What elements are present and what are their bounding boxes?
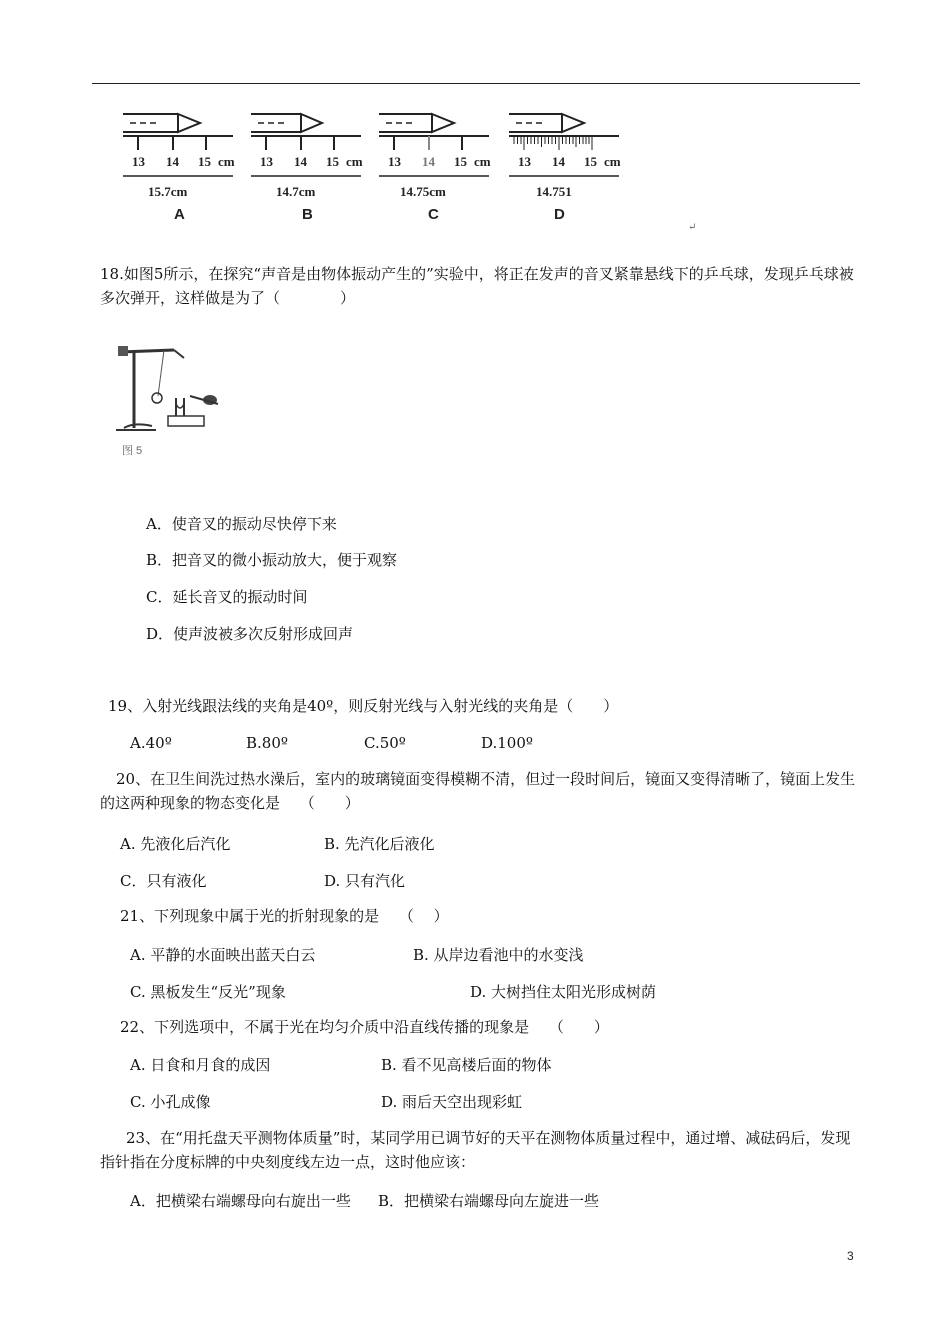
- ruler-reading: 15.7cm: [148, 184, 188, 199]
- ruler-panel-a: [118, 100, 248, 230]
- ruler-panel-c: [374, 100, 504, 230]
- ruler-figure-strip: [100, 100, 660, 230]
- ruler-reading: 14.751: [536, 184, 572, 199]
- tick-label: 15: [326, 154, 339, 169]
- q22-option-b: B. 看不见高楼后面的物体: [381, 1056, 552, 1074]
- question-19-text: 19、入射光线跟法线的夹角是40º，则反射光线与入射光线的夹角是（ ）: [108, 697, 619, 715]
- q21-option-a: A. 平静的水面映出蓝天白云: [130, 946, 316, 964]
- tick-label: 14: [552, 154, 565, 169]
- question-18-text: 18.如图5所示，在探究“声音是由物体振动产生的”实验中，将正在发声的音叉紧靠悬线下的乒乓球，发现乒乓球被多次弹开，这样做是为了（ ）: [100, 265, 854, 307]
- q18-option-c: C．延长音叉的振动时间: [146, 588, 308, 606]
- q20-option-d: D. 只有汽化: [324, 872, 406, 890]
- q19-option-a: A.40º: [130, 734, 172, 752]
- option-letter: B: [302, 206, 313, 223]
- q22-option-c: C. 小孔成像: [130, 1093, 211, 1111]
- option-letter: A: [174, 206, 185, 223]
- q23-option-a: A．把横梁右端螺母向右旋出一些: [130, 1192, 351, 1210]
- ruler-panel-d: [504, 100, 634, 230]
- ruler-reading: 14.75cm: [400, 184, 446, 199]
- return-mark: ↵: [688, 222, 697, 233]
- option-letter: C: [428, 206, 439, 223]
- page-number: 3: [847, 1249, 854, 1263]
- q19-option-b: B.80º: [246, 734, 288, 752]
- q20-option-c: C．只有液化: [120, 872, 207, 890]
- q20-option-b: B. 先汽化后液化: [324, 835, 435, 853]
- q22-option-a: A. 日食和月食的成因: [130, 1056, 271, 1074]
- q19-option-d: D.100º: [481, 734, 533, 752]
- q18-option-d: D．使声波被多次反射形成回声: [146, 625, 354, 643]
- q18-option-b: B．把音叉的微小振动放大，便于观察: [146, 551, 398, 569]
- tick-label: 13: [388, 154, 401, 169]
- question-20-text: 20、在卫生间洗过热水澡后，室内的玻璃镜面变得模糊不清，但过一段时间后，镜面又变得清晰了，镜面上发生的这两种现象的物态变化是 （ ）: [100, 770, 856, 812]
- ruler-panel-b: [246, 100, 376, 230]
- option-letter: D: [554, 206, 565, 223]
- tick-label: cm: [604, 154, 621, 169]
- tick-label: 13: [260, 154, 273, 169]
- tick-label: cm: [474, 154, 491, 169]
- q21-option-d: D. 大树挡住太阳光形成树荫: [470, 983, 657, 1001]
- tuning-fork-figure: [112, 338, 232, 463]
- tick-label: 15: [454, 154, 467, 169]
- ruler-reading: 14.7cm: [276, 184, 316, 199]
- tick-label: 15: [198, 154, 211, 169]
- q20-option-a: A. 先液化后汽化: [120, 835, 231, 853]
- question-21-text: 21、下列现象中属于光的折射现象的是 （ ）: [120, 907, 449, 925]
- tick-label: 14: [166, 154, 179, 169]
- q22-option-d: D. 雨后天空出现彩虹: [381, 1093, 523, 1111]
- question-22-text: 22、下列选项中，不属于光在均匀介质中沿直线传播的现象是 （ ）: [120, 1018, 609, 1036]
- q21-option-c: C. 黑板发生“反光”现象: [130, 983, 286, 1001]
- tick-label: cm: [218, 154, 235, 169]
- tuning-fork-diagram: [112, 338, 232, 448]
- question-23-text: 23、在“用托盘天平测物体质量”时，某同学用已调节好的天平在测物体质量过程中，通过增、减砝码后，发现指针指在分度标牌的中央刻度线左边一点，这时他应该：: [100, 1129, 851, 1171]
- q19-option-c: C.50º: [364, 734, 406, 752]
- tick-label: 14: [294, 154, 307, 169]
- q21-option-b: B. 从岸边看池中的水变浅: [413, 946, 584, 964]
- header-rule: [92, 83, 860, 84]
- tick-label: cm: [346, 154, 363, 169]
- q18-option-a: A．使音叉的振动尽快停下来: [146, 515, 337, 533]
- tick-label: 15: [584, 154, 597, 169]
- figure-5-label: 图 5: [122, 445, 143, 457]
- tick-label: 13: [132, 154, 145, 169]
- q23-option-b: B．把横梁右端螺母向左旋进一些: [378, 1192, 600, 1210]
- tick-label: 14: [422, 154, 435, 169]
- tick-label: 13: [518, 154, 531, 169]
